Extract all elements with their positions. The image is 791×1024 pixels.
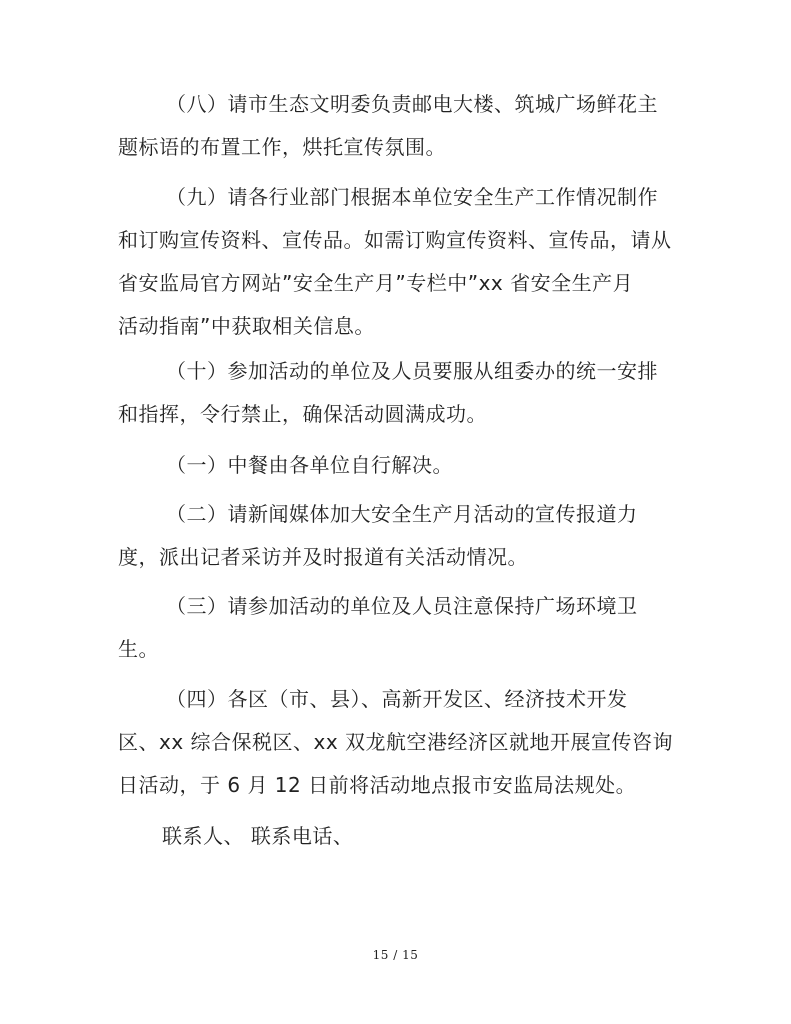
text-line: 和指挥，令行禁止，确保活动圆满成功。 [118,402,487,426]
text-line: 生。 [118,637,159,661]
text-line: 题标语的布置工作，烘托宣传氛围。 [118,135,446,159]
text-line: （三）请参加活动的单位及人员注意保持广场环境卫 [166,594,638,618]
paragraph-four [118,678,694,807]
text-line: （二）请新闻媒体加大安全生产月活动的宣传报道力 [166,502,638,526]
paragraph-ten [118,350,694,436]
contact-line: 联系人、 联系电话、 [162,824,354,848]
text-line: （八）请市生态文明委负责邮电大楼、筑城广场鲜花主 [166,92,658,116]
text-line: （九）请各行业部门根据本单位安全生产工作情况制作 [166,185,658,209]
paragraph-two [118,493,694,579]
contact-paragraph [118,815,694,858]
text-line: 省安监局官方网站”安全生产月”专栏中”xx 省安全生产月 [118,271,634,295]
paragraph-eight [118,83,694,169]
text-line: （四）各区（市、县）、高新开发区、经济技术开发 [166,687,628,711]
text-line: 日活动，于 6 月 12 日前将活动地点报市安监局法规处。 [118,773,637,797]
paragraph-nine [118,176,694,348]
paragraph-three [118,585,694,671]
text-line: （十）参加活动的单位及人员要服从组委办的统一安排 [166,359,658,383]
text-line: 度，派出记者采访并及时报道有关活动情况。 [118,545,528,569]
text-line: 和订购宣传资料、宣传品。如需订购宣传资料、宣传品，请从 [118,228,672,252]
text-line: 区、xx 综合保税区、xx 双龙航空港经济区就地开展宣传咨询 [118,730,674,754]
text-line: （一）中餐由各单位自行解决。 [166,453,453,477]
page-number: 15 / 15 [372,948,419,962]
text-line: 活动指南”中获取相关信息。 [118,314,375,338]
paragraph-one [118,444,694,487]
